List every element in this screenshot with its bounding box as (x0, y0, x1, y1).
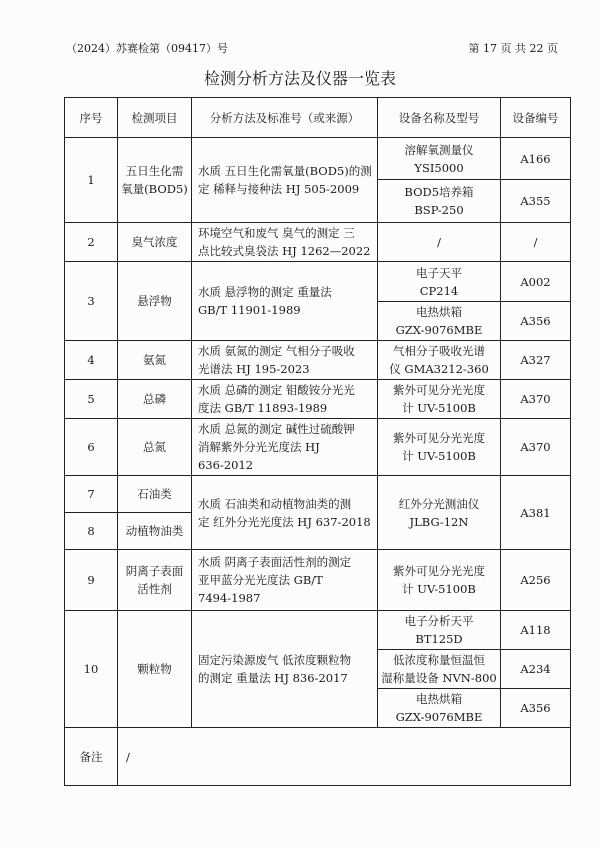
notes-label: 备注 (65, 728, 118, 786)
row-number: 3 (65, 262, 118, 341)
row-number: 1 (65, 138, 118, 223)
text-line: 阴离子表面 (125, 564, 184, 578)
row-number: 2 (65, 223, 118, 262)
equipment-code: A327 (501, 341, 571, 380)
column-header: 序号 (65, 98, 118, 138)
test-item (118, 138, 192, 223)
text-line: 水质 总氮的测定 碱性过硫酸钾 (198, 422, 355, 436)
text-line: 紫外可见分光光度 (393, 383, 485, 397)
test-item (118, 380, 192, 419)
text-line: 固定污染源废气 低浓度颗粒物 (198, 653, 352, 667)
text-line: 五日生化需 (125, 164, 184, 178)
text-line: 紫外可见分光光度 (393, 564, 485, 578)
table-row (65, 476, 571, 513)
text-line: 水质 悬浮物的测定 重量法 (198, 285, 332, 299)
text-line: 7494-1987 (198, 591, 261, 605)
text-line: BT125D (415, 632, 463, 646)
text-line: 度法 GB/T 11893-1989 (198, 401, 328, 415)
text-line: 水质 石油类和动植物油类的测 (198, 496, 352, 511)
table-row (65, 138, 571, 180)
text-line: 气相分子吸收光谱 (393, 344, 485, 358)
table-row (65, 419, 571, 476)
equipment-code: A234 (501, 650, 571, 689)
row-number: 7 (65, 476, 118, 513)
analysis-method (192, 262, 378, 341)
text-line: 点比较式臭袋法 HJ 1262—2022 (198, 244, 371, 258)
analysis-method (192, 138, 378, 223)
text-line: 紫外可见分光光度 (393, 431, 485, 445)
equipment-name (378, 419, 501, 476)
table-row (65, 341, 571, 380)
equipment-code: A356 (501, 302, 571, 341)
equipment-name (378, 302, 501, 341)
row-number: 10 (65, 611, 118, 728)
equipment-code: A118 (501, 611, 571, 650)
text-line: 动植物油类 (125, 524, 184, 538)
equipment-name (378, 689, 501, 728)
analysis-method (192, 341, 378, 380)
equipment-code: A356 (501, 689, 571, 728)
equipment-name (378, 262, 501, 302)
equipment-code: A370 (501, 380, 571, 419)
test-item (118, 223, 192, 262)
text-line: 消解紫外分光光度法 HJ (198, 440, 320, 454)
text-line: 石油类 (137, 487, 172, 501)
text-line: 总磷 (143, 392, 166, 406)
column-header: 设备编号 (501, 98, 571, 138)
column-header: 设备名称及型号 (378, 98, 501, 138)
text-line: 水质 五日生化需氧量(BOD5)的测 (198, 164, 372, 178)
text-line: 红外分光测油仪 (398, 496, 480, 511)
text-line: 光谱法 HJ 195-2023 (198, 362, 310, 376)
text-line: 臭气浓度 (131, 235, 178, 249)
text-line: 水质 阴离子表面活性剂的测定 (198, 555, 352, 569)
text-line: 的测定 重量法 HJ 836-2017 (198, 671, 348, 685)
equipment-code: A256 (501, 550, 571, 611)
row-number: 9 (65, 550, 118, 611)
test-item (118, 476, 192, 513)
test-item (118, 341, 192, 380)
text-line: CP214 (419, 283, 459, 298)
equipment-name (378, 550, 501, 611)
text-line: 湿称量设备 NVN-800 (381, 671, 497, 685)
analysis-method (192, 476, 378, 550)
equipment-name (378, 223, 501, 262)
text-line: GZX-9076MBE (395, 323, 483, 337)
text-line: 氨氮 (143, 353, 166, 367)
equipment-code: A355 (501, 180, 571, 223)
text-line: 溶解氧测量仪 (404, 142, 474, 157)
text-line: YSI5000 (414, 160, 464, 175)
text-line: 仪 GMA3212-360 (389, 362, 489, 376)
test-item (118, 419, 192, 476)
text-line: / (437, 235, 441, 249)
text-line: BOD5培养箱 (404, 185, 474, 199)
table-header-row (65, 98, 571, 138)
column-header: 检测项目 (118, 98, 192, 138)
row-number: 6 (65, 419, 118, 476)
equipment-name (378, 138, 501, 180)
text-line: 电子分析天平 (404, 614, 474, 628)
row-number: 8 (65, 513, 118, 550)
text-line: 定 稀释与接种法 HJ 505-2009 (198, 182, 360, 196)
analysis-method (192, 611, 378, 728)
table-row (65, 380, 571, 419)
equipment-code: A381 (501, 476, 571, 550)
text-line: GB/T 11901-1989 (198, 303, 301, 317)
text-line: 电热烘箱 (416, 692, 462, 706)
analysis-method (192, 380, 378, 419)
text-line: 悬浮物 (137, 294, 172, 308)
equipment-name (378, 650, 501, 689)
equipment-code: A166 (501, 138, 571, 180)
text-line: JLBG-12N (409, 514, 469, 529)
row-number: 5 (65, 380, 118, 419)
text-line: BSP-250 (414, 203, 464, 217)
text-line: 环境空气和废气 臭气的测定 三 (198, 226, 355, 240)
notes-value: / (118, 728, 571, 786)
analysis-method (192, 419, 378, 476)
text-line: 总氮 (143, 440, 166, 454)
text-line: 低浓度称量恒温恒 (393, 653, 485, 667)
equipment-code: / (501, 223, 571, 262)
test-item (118, 513, 192, 550)
table-row (65, 223, 571, 262)
equipment-code: A370 (501, 419, 571, 476)
text-line: 亚甲蓝分光光度法 GB/T (198, 573, 323, 587)
equipment-name (378, 380, 501, 419)
table-row (65, 611, 571, 650)
text-line: 电子天平 (416, 265, 462, 280)
test-item (118, 611, 192, 728)
text-line: 计 UV-5100B (402, 449, 476, 463)
equipment-name (378, 180, 501, 223)
column-header: 分析方法及标准号（或来源） (192, 98, 378, 138)
analysis-method (192, 223, 378, 262)
table-row (65, 550, 571, 611)
text-line: GZX-9076MBE (395, 710, 483, 724)
equipment-name (378, 341, 501, 380)
method-instrument-table (64, 97, 571, 786)
text-line: 电热烘箱 (416, 305, 462, 319)
row-number: 4 (65, 341, 118, 380)
text-line: 活性剂 (137, 582, 172, 596)
equipment-code: A002 (501, 262, 571, 302)
text-line: 氧量(BOD5) (121, 182, 188, 196)
text-line: 颗粒物 (137, 662, 172, 676)
analysis-method (192, 550, 378, 611)
text-line: 定 红外分光光度法 HJ 637-2018 (198, 514, 371, 529)
text-line: 636-2012 (198, 458, 254, 472)
page-title: 检测分析方法及仪器一览表 (203, 69, 396, 88)
text-line: 计 UV-5100B (402, 582, 476, 596)
equipment-name (378, 611, 501, 650)
text-line: 水质 总磷的测定 钼酸铵分光光 (198, 383, 355, 397)
test-item (118, 550, 192, 611)
text-line: 计 UV-5100B (402, 401, 476, 415)
notes-row (65, 728, 571, 786)
page-indicator: 第 17 页 共 22 页 (468, 42, 558, 55)
test-item (118, 262, 192, 341)
equipment-name (378, 476, 501, 550)
table-row (65, 262, 571, 302)
report-number: （2024）苏赛检第（09417）号 (66, 42, 228, 55)
text-line: 水质 氨氮的测定 气相分子吸收 (198, 344, 355, 358)
